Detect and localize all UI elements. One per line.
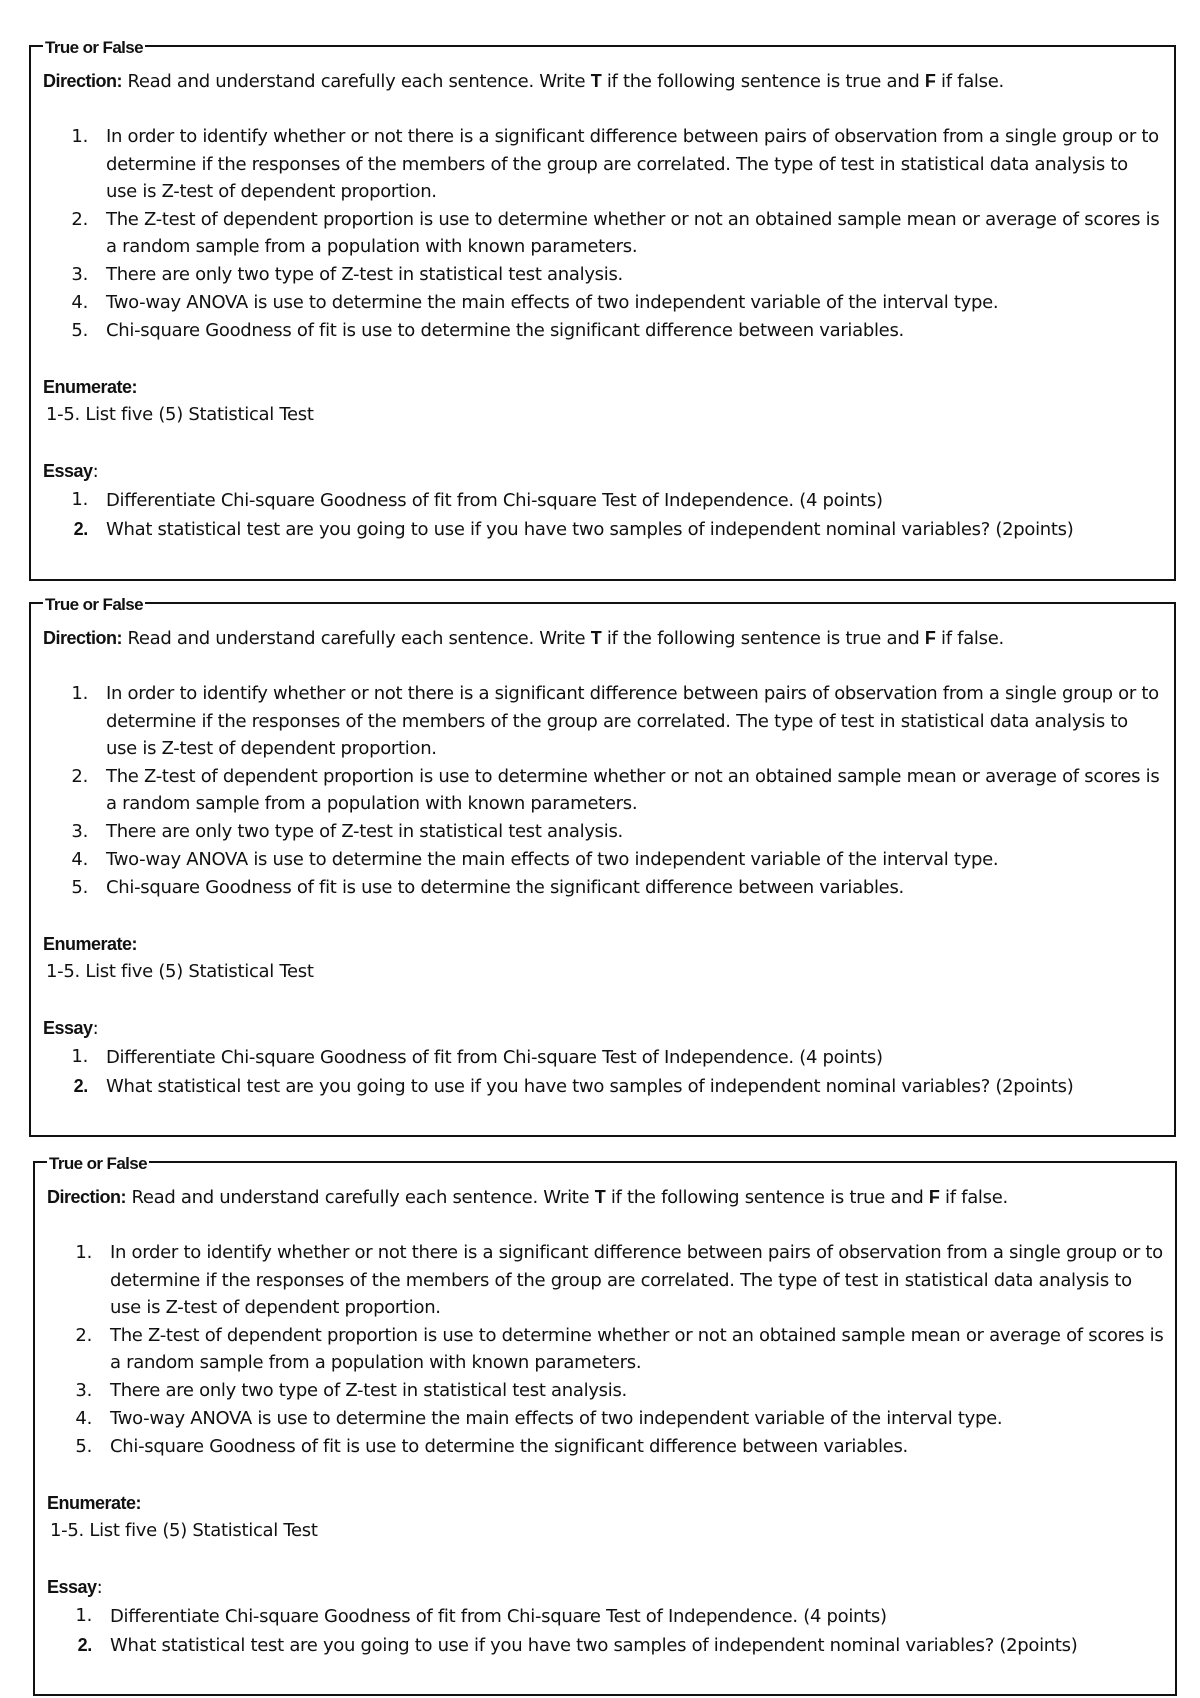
section-title: True or False xyxy=(49,1154,148,1173)
enumerate-label: Enumerate: xyxy=(47,1492,142,1513)
essay-heading xyxy=(43,457,1164,486)
item-text: What statistical test are you going to use if you have two samples of independent nominal variables? (2points) xyxy=(106,1075,1074,1097)
list-item xyxy=(47,1631,1165,1660)
essay-heading xyxy=(43,1014,1164,1043)
essay-colon: : xyxy=(92,460,99,482)
essay-list xyxy=(47,1602,1165,1660)
list-item xyxy=(43,206,1164,261)
direction-label: Direction: xyxy=(43,71,123,91)
item-text: Chi-square Goodness of fit is use to determine the significant difference between variables. xyxy=(110,1435,908,1457)
direction-text: Read and understand carefully each sentence. Write xyxy=(127,628,586,649)
item-text: The Z-test of dependent proportion is use to determine whether or not an obtained sample mean or average of scores is a random sample from a population with known parameters. xyxy=(110,1324,1164,1373)
item-text: There are only two type of Z-test in statistical test analysis. xyxy=(110,1379,627,1401)
true-false-list xyxy=(43,680,1164,902)
list-item xyxy=(47,1239,1165,1322)
item-text: The Z-test of dependent proportion is use to determine whether or not an obtained sample mean or average of scores is a random sample from a population with known parameters. xyxy=(106,765,1160,814)
list-item xyxy=(43,763,1164,818)
item-number: 2. xyxy=(71,208,88,230)
item-text: In order to identify whether or not there is a significant difference between pairs of observation from a single group or to determine if the responses of the members of the group are correlated. The type of test in statistical data analysis to use is Z-test of dependent proportion. xyxy=(110,1242,1163,1318)
list-item xyxy=(47,1602,1165,1631)
quiz-content xyxy=(43,624,1164,1101)
direction-text: if false. xyxy=(941,71,1004,92)
item-number: 5. xyxy=(71,876,88,898)
item-number: 1. xyxy=(75,1604,92,1626)
true-false-list xyxy=(43,123,1164,345)
direction-line xyxy=(43,67,1164,96)
item-number: 1. xyxy=(71,126,88,147)
item-number: 2. xyxy=(77,1634,92,1655)
list-item xyxy=(43,123,1164,206)
item-number: 1. xyxy=(71,683,88,704)
direction-line xyxy=(47,1183,1165,1212)
item-text: Chi-square Goodness of fit is use to determine the significant difference between variables. xyxy=(106,319,904,341)
direction-text: if the following sentence is true and xyxy=(606,71,920,92)
false-letter: F xyxy=(928,1187,940,1207)
item-text: In order to identify whether or not there is a significant difference between pairs of observation from a single group or to determine if the responses of the members of the group are correlated. The type of test in statistical data analysis to use is Z-test of dependent proportion. xyxy=(106,683,1159,759)
enumerate-text: 1-5. List five (5) Statistical Test xyxy=(46,960,314,982)
section-title: True or False xyxy=(45,595,144,614)
true-false-list xyxy=(47,1239,1165,1461)
item-text: Differentiate Chi-square Goodness of fit from Chi-square Test of Independence. (4 points) xyxy=(106,489,883,511)
item-number: 4. xyxy=(71,291,88,313)
essay-heading xyxy=(47,1573,1165,1602)
item-text: Differentiate Chi-square Goodness of fit from Chi-square Test of Independence. (4 points) xyxy=(106,1046,883,1068)
true-letter: T xyxy=(594,1187,606,1207)
essay-label: Essay xyxy=(43,460,93,481)
list-item xyxy=(47,1405,1165,1433)
list-item xyxy=(43,515,1164,544)
quiz-content xyxy=(47,1183,1165,1660)
quiz-card-1 xyxy=(29,38,1176,581)
item-text: There are only two type of Z-test in statistical test analysis. xyxy=(106,263,623,285)
quiz-card-3 xyxy=(33,1154,1177,1696)
item-number: 1. xyxy=(71,488,88,510)
list-item xyxy=(47,1433,1165,1461)
enumerate-text: 1-5. List five (5) Statistical Test xyxy=(46,403,314,425)
essay-colon: : xyxy=(92,1017,99,1039)
direction-text: Read and understand carefully each sentence. Write xyxy=(127,71,586,92)
list-item xyxy=(43,818,1164,846)
direction-text: if the following sentence is true and xyxy=(606,628,920,649)
item-number: 2. xyxy=(71,765,88,787)
direction-text: if the following sentence is true and xyxy=(610,1187,924,1208)
quiz-content xyxy=(43,67,1164,544)
list-item xyxy=(43,486,1164,515)
item-text: Two-way ANOVA is use to determine the main effects of two independent variable of the interval type. xyxy=(106,848,999,870)
essay-label: Essay xyxy=(47,1576,97,1597)
item-text: Differentiate Chi-square Goodness of fit from Chi-square Test of Independence. (4 points) xyxy=(110,1605,887,1627)
enumerate-label: Enumerate: xyxy=(43,933,138,954)
list-item xyxy=(43,1043,1164,1072)
list-item xyxy=(43,317,1164,345)
list-item xyxy=(43,289,1164,317)
item-text: There are only two type of Z-test in statistical test analysis. xyxy=(106,820,623,842)
essay-list xyxy=(43,1043,1164,1101)
list-item xyxy=(43,846,1164,874)
item-text: Two-way ANOVA is use to determine the main effects of two independent variable of the interval type. xyxy=(110,1407,1003,1429)
essay-colon: : xyxy=(96,1576,103,1598)
item-text: Two-way ANOVA is use to determine the main effects of two independent variable of the interval type. xyxy=(106,291,999,313)
item-number: 5. xyxy=(75,1435,92,1457)
enumerate-text: 1-5. List five (5) Statistical Test xyxy=(50,1519,318,1541)
direction-label: Direction: xyxy=(43,628,123,648)
list-item xyxy=(43,1072,1164,1101)
item-number: 1. xyxy=(71,1045,88,1067)
direction-text: if false. xyxy=(945,1187,1008,1208)
list-item xyxy=(43,261,1164,289)
item-text: What statistical test are you going to use if you have two samples of independent nominal variables? (2points) xyxy=(110,1634,1078,1656)
list-item xyxy=(43,680,1164,763)
item-number: 2. xyxy=(73,1075,88,1096)
true-letter: T xyxy=(590,628,602,648)
false-letter: F xyxy=(924,71,936,91)
true-letter: T xyxy=(590,71,602,91)
item-number: 2. xyxy=(73,518,88,539)
item-number: 1. xyxy=(75,1242,92,1263)
item-text: Chi-square Goodness of fit is use to determine the significant difference between variables. xyxy=(106,876,904,898)
item-number: 4. xyxy=(75,1407,92,1429)
direction-text: Read and understand carefully each sentence. Write xyxy=(131,1187,590,1208)
essay-label: Essay xyxy=(43,1017,93,1038)
item-number: 3. xyxy=(71,263,88,285)
direction-text: if false. xyxy=(941,628,1004,649)
item-number: 5. xyxy=(71,319,88,341)
list-item xyxy=(47,1377,1165,1405)
enumerate-label: Enumerate: xyxy=(43,376,138,397)
direction-label: Direction: xyxy=(47,1187,127,1207)
item-number: 4. xyxy=(71,848,88,870)
item-text: In order to identify whether or not there is a significant difference between pairs of observation from a single group or to determine if the responses of the members of the group are correlated. The type of test in statistical data analysis to use is Z-test of dependent proportion. xyxy=(106,126,1159,202)
item-number: 3. xyxy=(71,820,88,842)
item-number: 2. xyxy=(75,1324,92,1346)
essay-list xyxy=(43,486,1164,544)
section-title: True or False xyxy=(45,38,144,57)
item-number: 3. xyxy=(75,1379,92,1401)
list-item xyxy=(47,1322,1165,1377)
direction-line xyxy=(43,624,1164,653)
item-text: What statistical test are you going to use if you have two samples of independent nominal variables? (2points) xyxy=(106,518,1074,540)
false-letter: F xyxy=(924,628,936,648)
item-text: The Z-test of dependent proportion is use to determine whether or not an obtained sample mean or average of scores is a random sample from a population with known parameters. xyxy=(106,208,1160,257)
quiz-card-2 xyxy=(29,595,1176,1137)
list-item xyxy=(43,874,1164,902)
